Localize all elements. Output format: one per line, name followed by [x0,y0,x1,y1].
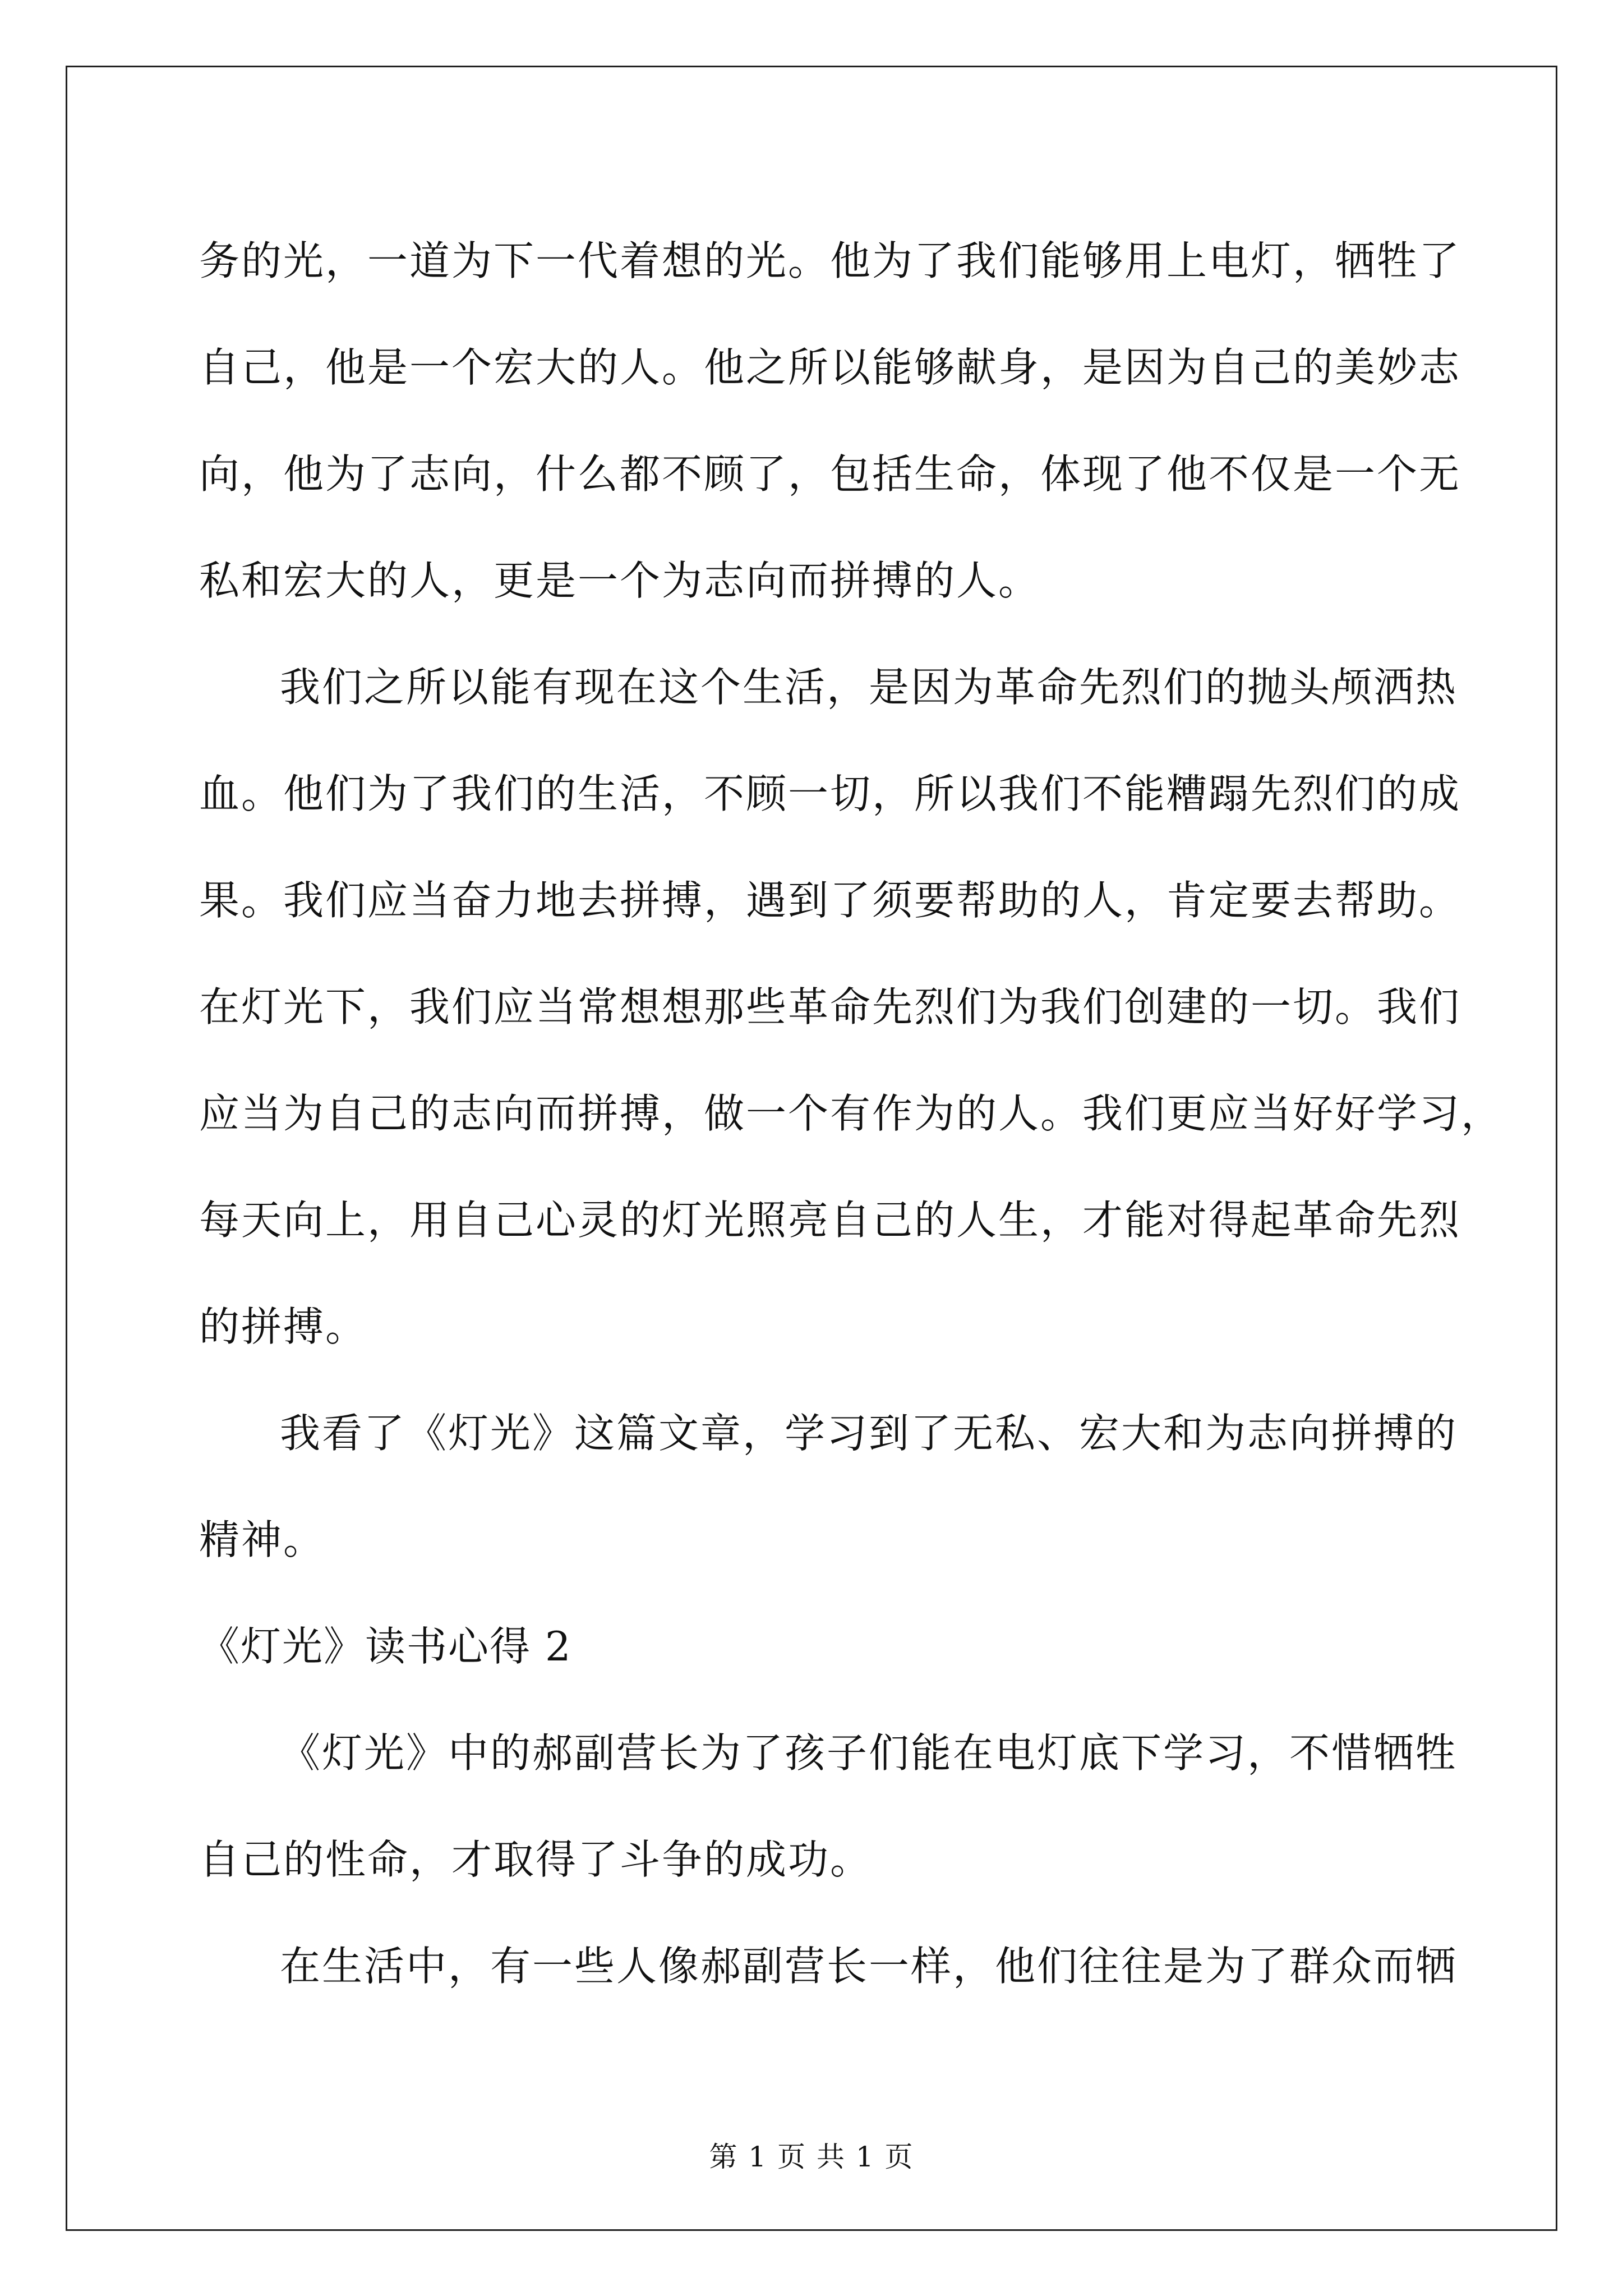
text-line: 自己，他是一个宏大的人。他之所以能够献身，是因为自己的美妙志 [199,344,1461,391]
text-line: 我们之所以能有现在这个生活，是因为革命先烈们的抛头颅洒热 [280,664,1458,711]
document-body [199,208,1504,2019]
text-line: 在生活中，有一些人像郝副营长一样，他们往往是为了群众而牺 [280,1943,1458,1990]
paragraph [199,1913,1458,2019]
text-line: 向，他为了志向，什么都不顾了，包括生命，体现了他不仅是一个无 [199,450,1461,498]
text-line: 自己的性命，才取得了斗争的成功。 [199,1836,873,1883]
section-title: 《灯光》读书心得 2 [199,1623,572,1670]
paragraph [199,208,1461,634]
text-line: 在灯光下，我们应当常想想那些革命先烈们为我们创建的一切。我们 [199,983,1461,1030]
text-line: 果。我们应当奋力地去拼搏，遇到了须要帮助的人，肯定要去帮助。 [199,877,1461,924]
text-line: 《灯光》中的郝副营长为了孩子们能在电灯底下学习，不惜牺牲 [280,1729,1458,1777]
text-line: 每天向上，用自己心灵的灯光照亮自己的人生，才能对得起革命先烈 [199,1197,1461,1244]
text-line: 务的光，一道为下一代着想的光。他为了我们能够用上电灯，牺牲了 [199,237,1461,284]
text-line: 血。他们为了我们的生活，不顾一切，所以我们不能糟蹋先烈们的成 [199,770,1461,817]
page-number: 第 1 页 共 1 页 [709,2141,914,2173]
paragraph [199,1700,1458,1913]
text-line: 我看了《灯光》这篇文章，学习到了无私、宏大和为志向拼搏的 [280,1410,1458,1457]
paragraph [199,1380,1458,1593]
paragraph [199,634,1504,1380]
text-line: 的拼搏。 [199,1303,368,1350]
text-line: 私和宏大的人，更是一个为志向而拼搏的人。 [199,557,1041,604]
text-line: 精神。 [199,1516,326,1563]
text-line: 应当为自己的志向而拼搏，做一个有作为的人。我们更应当好好学习， [199,1090,1504,1137]
